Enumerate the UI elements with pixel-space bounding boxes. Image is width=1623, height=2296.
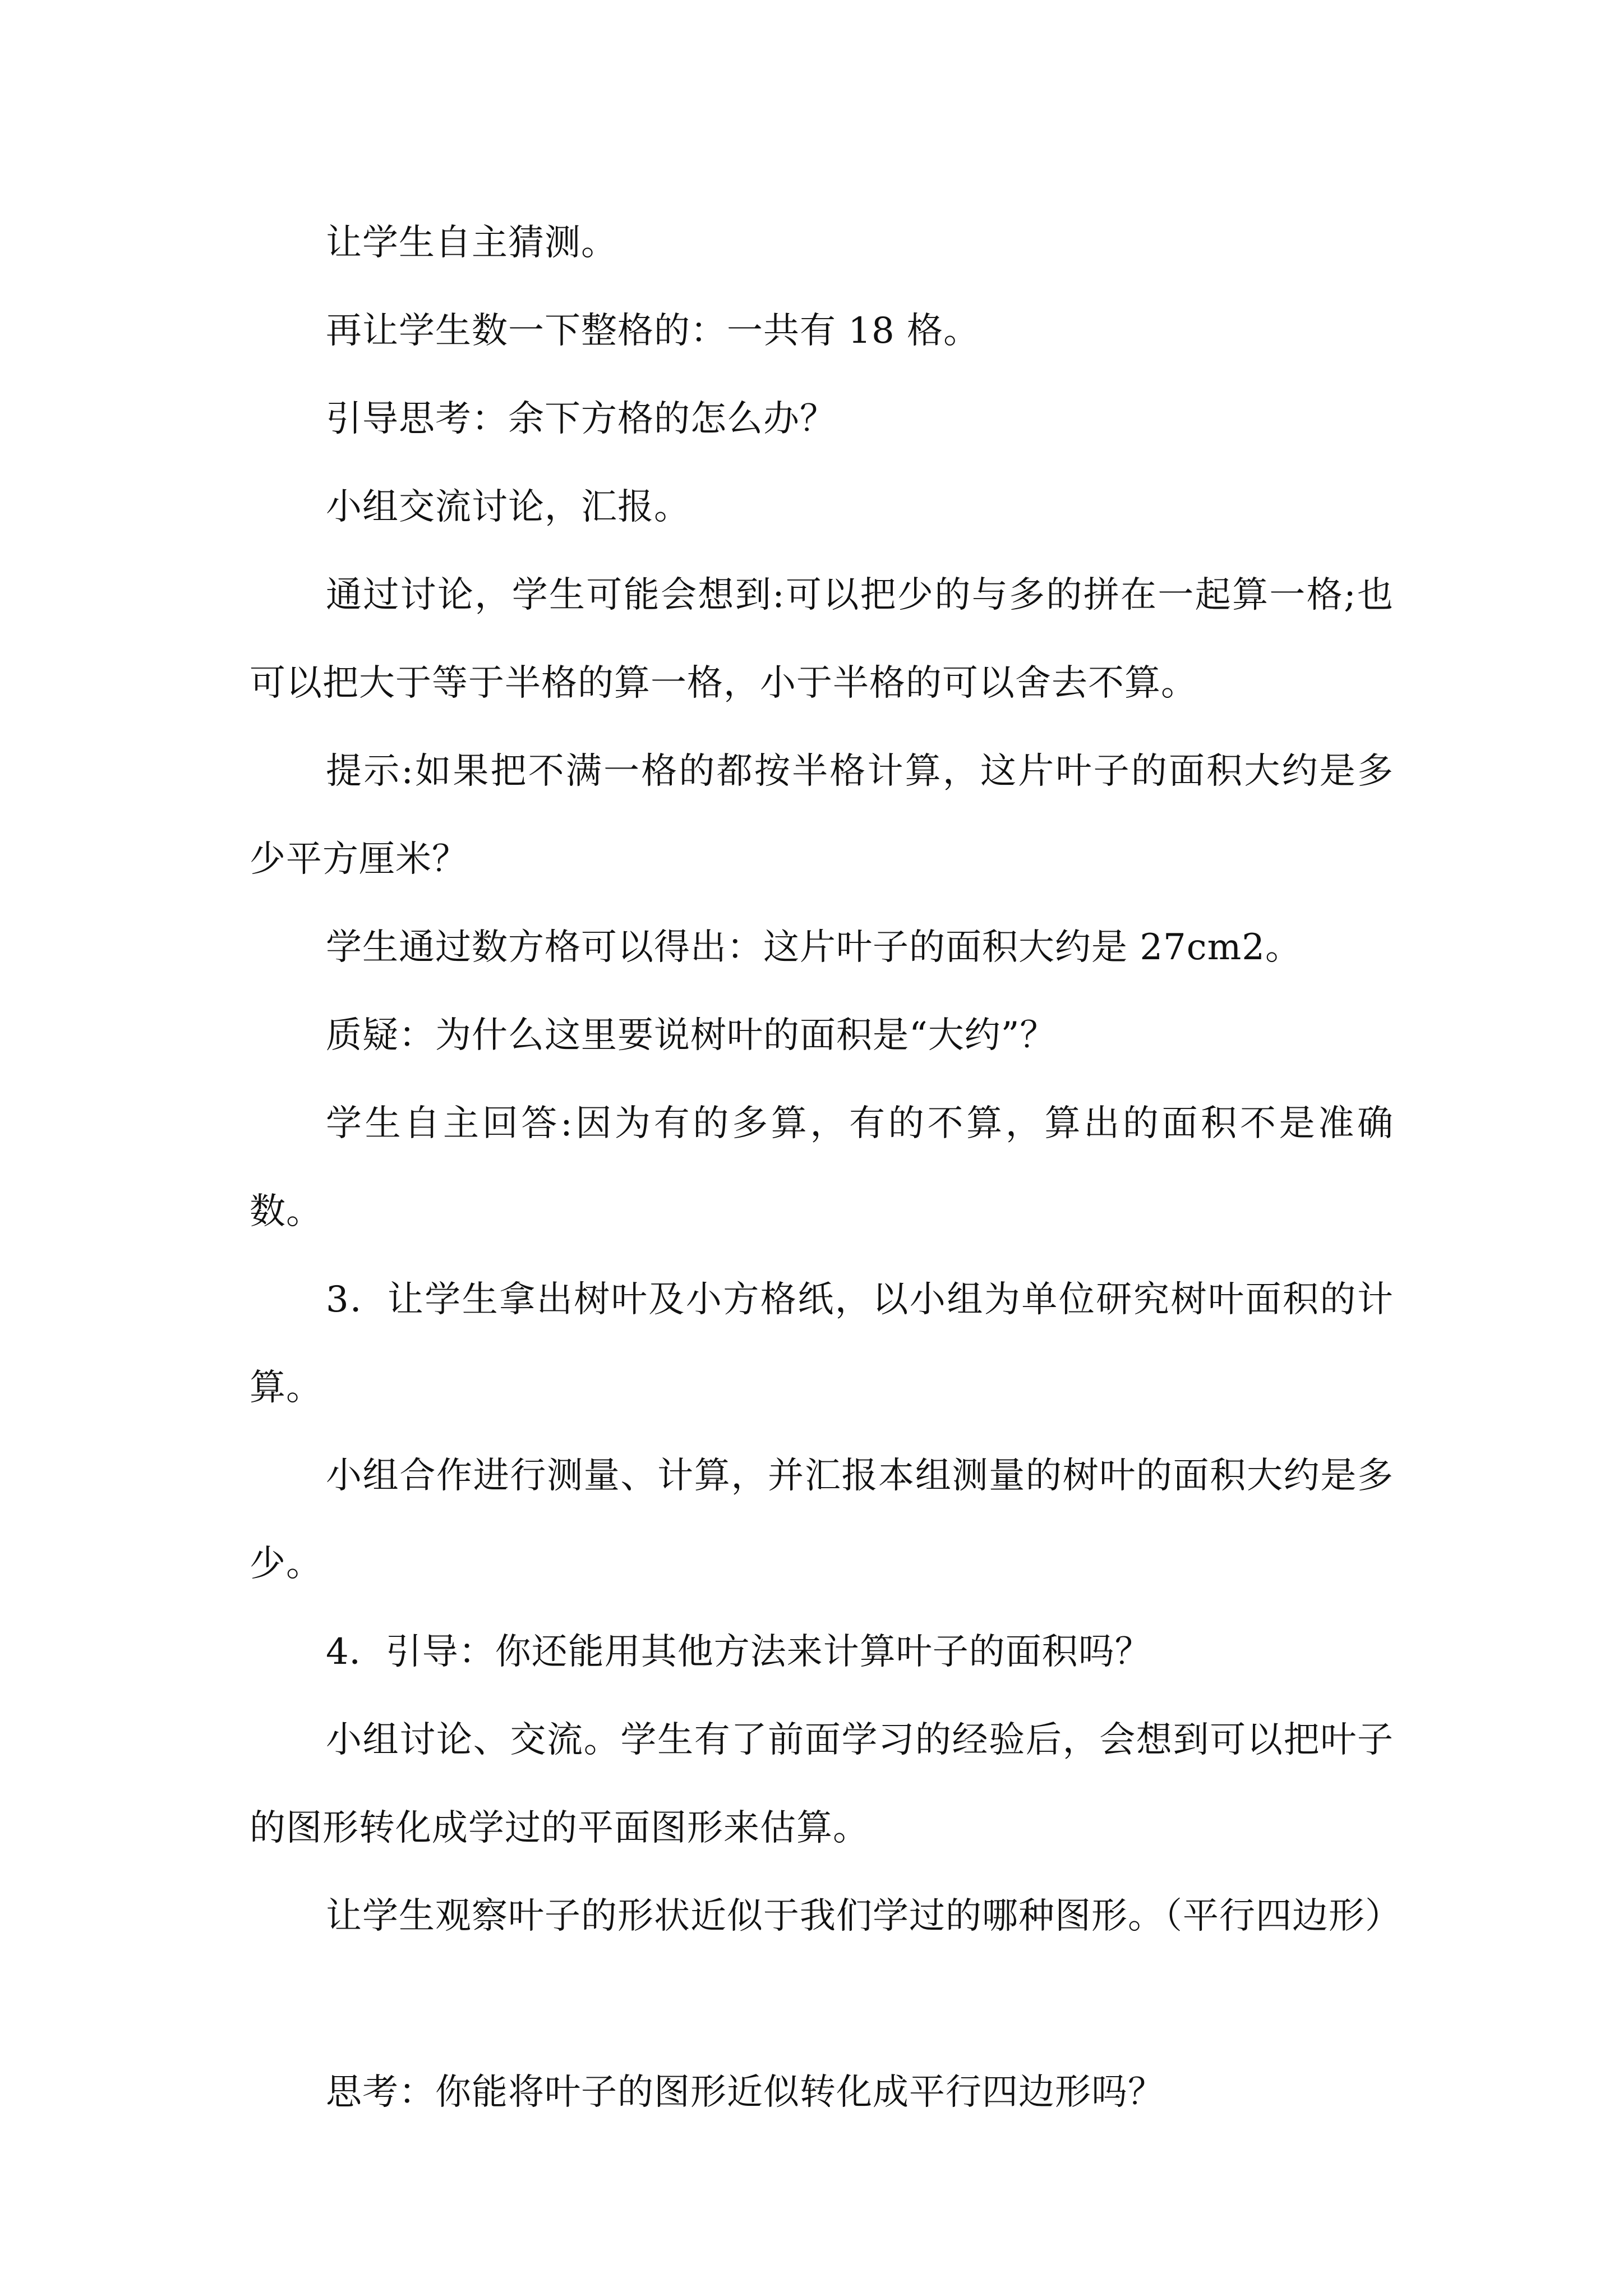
paragraph-4: 小组交流讨论，汇报。 — [326, 486, 690, 528]
paragraph-14: 让学生观察叶子的形状近似于我们学过的哪种图形。（平行四边形） — [326, 1895, 1401, 1937]
paragraph-15: 思考：你能将叶子的图形近似转化成平行四边形吗？ — [326, 2072, 1164, 2113]
document-page — [250, 0, 1401, 2296]
paragraph-6: 提示:如果把不满一格的都按半格计算，这片叶子的面积大约是多少平方厘米？ — [250, 751, 1394, 880]
paragraph-7: 学生通过数方格可以得出：这片叶子的面积大约是 27cm2。 — [326, 927, 1302, 968]
paragraph-13: 小组讨论、交流。学生有了前面学习的经验后，会想到可以把叶子的图形转化成学过的平面图形来估算。 — [250, 1719, 1394, 1849]
paragraph-1: 让学生自主猜测。 — [326, 222, 617, 264]
paragraph-9: 学生自主回答:因为有的多算，有的不算，算出的面积不是准确数。 — [250, 1103, 1394, 1232]
paragraph-3: 引导思考：余下方格的怎么办？ — [326, 398, 836, 440]
paragraph-10: 3．让学生拿出树叶及小方格纸，以小组为单位研究树叶面积的计算。 — [250, 1279, 1394, 1409]
paragraph-11: 小组合作进行测量、计算，并汇报本组测量的树叶的面积大约是多少。 — [250, 1455, 1394, 1585]
paragraph-2: 再让学生数一下整格的：一共有 18 格。 — [326, 310, 980, 352]
paragraph-8: 质疑：为什么这里要说树叶的面积是“大约”？ — [326, 1015, 1057, 1056]
paragraph-12: 4．引导：你还能用其他方法来计算叶子的面积吗？ — [326, 1631, 1151, 1673]
paragraph-5: 通过讨论，学生可能会想到:可以把少的与多的拼在一起算一格;也可以把大于等于半格的算一格，小于半格的可以舍去不算。 — [250, 574, 1394, 704]
